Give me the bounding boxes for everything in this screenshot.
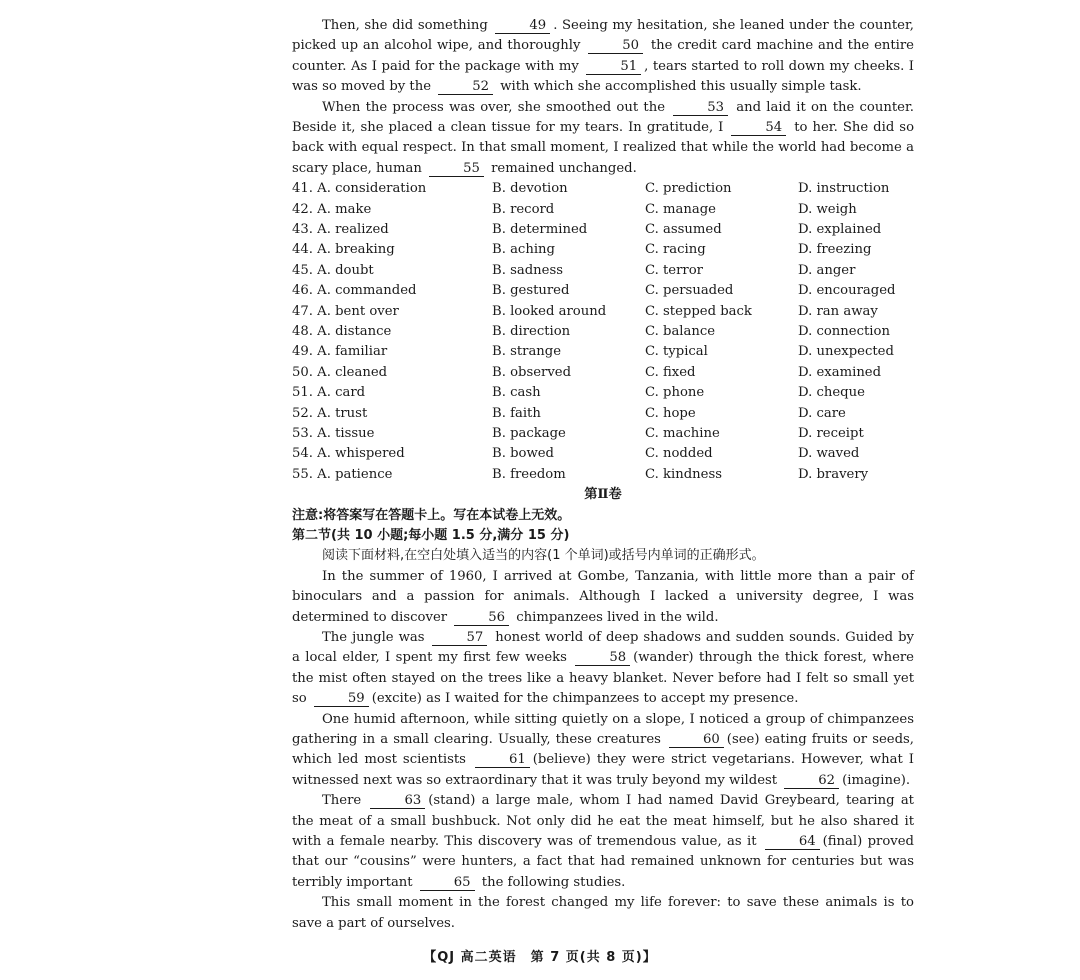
paragraph: [292, 710, 914, 792]
option-row: [292, 444, 914, 464]
question-number: 55.: [292, 466, 313, 482]
option-d: D. receipt: [798, 425, 864, 441]
option-a: [292, 240, 492, 260]
option-row: [292, 363, 914, 383]
option-row: [292, 383, 914, 403]
option-c: C. kindness: [645, 466, 722, 482]
paragraph-text: The jungle was: [322, 629, 430, 645]
option-a: [292, 465, 492, 485]
option-c: C. terror: [645, 262, 703, 278]
paragraph-text: Then, she did something: [322, 18, 493, 33]
option-a: [292, 200, 492, 220]
option-a: [292, 302, 492, 322]
option-d: D. connection: [798, 323, 890, 339]
paragraph: [292, 791, 914, 893]
option-a: [292, 281, 492, 301]
option-d: D. bravery: [798, 466, 869, 482]
paragraph-text: (believe) they were strict vegetarians. However, what I witnessed next was so extraordinary that it was truly beyond my wildest: [292, 752, 914, 788]
option-b: B. direction: [492, 323, 571, 339]
option-b: B. sadness: [492, 262, 563, 278]
volume-title: 第Ⅱ卷: [584, 487, 622, 503]
option-c: C. balance: [645, 323, 716, 339]
option-a: [292, 424, 492, 444]
option-c: C. assumed: [645, 222, 722, 238]
paragraph-text: (final) proved that our “cousins” were hunters, a fact that had remained unknown for centuries but was terribly important: [292, 834, 914, 890]
option-d: D. waved: [798, 446, 860, 462]
question-number: 46.: [292, 283, 313, 299]
answer-blank: 50: [588, 38, 643, 54]
answer-blank: 52: [438, 79, 493, 95]
option-a: [292, 179, 492, 199]
option-row: [292, 404, 914, 424]
question-number: 51.: [292, 385, 313, 401]
answer-blank: 54: [731, 120, 786, 136]
option-b: B. record: [492, 201, 555, 217]
paragraph-text: (stand) a large male, whom I had named David Greybeard, tearing at the meat of a small bushbuck. Not only did he eat the meat himself, but he also shared it with a female nearby. This discovery was of tremendous value, as it: [292, 793, 914, 849]
question-number: 47.: [292, 303, 313, 319]
paragraph-text: (wander) through the thick forest, where the mist often stayed on the trees like a heavy blanket. Never before had I felt so small yet so: [292, 650, 914, 707]
option-a-text: A. consideration: [312, 181, 427, 197]
option-a-text: A. trust: [312, 405, 368, 421]
paragraph: [292, 16, 914, 98]
option-d: D. anger: [798, 262, 856, 278]
question-number: 41.: [292, 181, 313, 197]
option-a-text: A. whispered: [312, 446, 405, 462]
paragraph-text: chimpanzees lived in the wild.: [512, 609, 719, 625]
option-a-text: A. realized: [312, 222, 389, 238]
answer-blank: 55: [429, 161, 484, 177]
option-b: B. strange: [492, 344, 562, 360]
option-d: D. examined: [798, 364, 882, 380]
option-row: [292, 281, 914, 301]
option-a-text: A. patience: [312, 466, 393, 482]
option-b: B. package: [492, 425, 566, 441]
option-a-text: A. tissue: [312, 425, 375, 441]
page-footer: 【QJ 高二英语 第 7 页(共 8 页)】: [423, 950, 657, 965]
option-a: [292, 261, 492, 281]
answer-blank: 60: [669, 732, 724, 748]
cloze-passage: [292, 16, 914, 179]
option-c: C. nodded: [645, 446, 713, 462]
paragraph-text: to her. She did so back with equal respect. In that small moment, I realized that while the world had become a scary place, human: [292, 120, 915, 176]
option-c: C. racing: [645, 242, 706, 258]
paragraph-text: This small moment in the forest changed my life forever: to save these animals is to save a part of ourselves.: [292, 895, 914, 931]
option-c: C. stepped back: [645, 303, 752, 319]
option-d: D. care: [798, 405, 846, 421]
paragraph-text: In the summer of 1960, I arrived at Gombe, Tanzania, with little more than a pair of binoculars and a passion for animals. Although I lacked a university degree, I was determined to discover: [292, 568, 914, 625]
paragraph-text: There: [322, 793, 368, 809]
option-a: [292, 363, 492, 383]
grammar-passage: [292, 567, 914, 934]
answer-blank: 49: [495, 18, 550, 34]
option-d: D. unexpected: [798, 344, 894, 360]
options-list: [292, 179, 914, 485]
option-c: C. typical: [645, 344, 708, 360]
question-number: 43.: [292, 222, 313, 238]
section-heading: 第二节(共 10 小题;每小题 1.5 分,满分 15 分): [292, 527, 570, 543]
option-b: B. devotion: [492, 181, 568, 197]
paragraph: [292, 567, 914, 628]
paragraph-text: (imagine).: [842, 772, 911, 788]
option-b: B. gestured: [492, 283, 570, 299]
question-number: 42.: [292, 201, 313, 217]
option-row: [292, 302, 914, 322]
answer-blank: 61: [475, 752, 530, 768]
option-c: C. fixed: [645, 364, 696, 380]
option-a-text: A. cleaned: [312, 364, 388, 380]
option-d: D. instruction: [798, 181, 890, 197]
option-row: [292, 342, 914, 362]
answer-blank: 59: [314, 691, 369, 707]
option-row: [292, 465, 914, 485]
option-d: D. encouraged: [798, 283, 896, 299]
option-a: [292, 342, 492, 362]
option-b: B. bowed: [492, 446, 554, 462]
option-row: [292, 200, 914, 220]
question-number: 44.: [292, 242, 313, 258]
option-row: [292, 424, 914, 444]
paragraph-text: the following studies.: [477, 874, 626, 890]
paragraph-text: One humid afternoon, while sitting quietly on a slope, I noticed a group of chimpanzees gathering in a small clearing. Usually, these creatures: [292, 711, 914, 747]
paragraph-text: . Seeing my hesitation, she leaned under the counter, picked up an alcohol wipe, and thoroughly: [292, 18, 914, 54]
question-number: 53.: [292, 425, 313, 441]
paragraph-text: When the process was over, she smoothed out the: [322, 99, 671, 115]
notice: 注意:将答案写在答题卡上。写在本试卷上无效。: [292, 507, 571, 523]
option-b: B. looked around: [492, 303, 607, 319]
option-a-text: A. commanded: [312, 283, 417, 299]
option-b: B. faith: [492, 405, 541, 421]
option-a-text: A. familiar: [312, 344, 388, 360]
option-a-text: A. breaking: [312, 242, 395, 258]
option-c: C. phone: [645, 385, 705, 401]
option-a: [292, 220, 492, 240]
option-d: D. freezing: [798, 242, 872, 258]
section-instruction: 阅读下面材料,在空白处填入适当的内容(1 个单词)或括号内单词的正确形式。: [322, 548, 765, 564]
option-c: C. hope: [645, 405, 696, 421]
paragraph-text: (excite) as I waited for the chimpanzees to accept my presence.: [371, 691, 799, 707]
paragraph-text: , tears started to roll down my cheeks. I was so moved by the: [292, 58, 915, 95]
option-c: C. machine: [645, 425, 720, 441]
question-number: 50.: [292, 364, 313, 380]
option-d: D. weigh: [798, 201, 857, 217]
answer-blank: 56: [454, 610, 509, 626]
paragraph-text: with which she accomplished this usually simple task.: [496, 79, 862, 95]
paragraph-text: remained unchanged.: [486, 160, 637, 176]
option-row: [292, 220, 914, 240]
paragraph-text: honest world of deep shadows and sudden sounds. Guided by a local elder, I spent my first few weeks: [292, 629, 914, 666]
paragraph: [292, 98, 914, 180]
answer-blank: 53: [673, 100, 728, 116]
option-c: C. prediction: [645, 181, 732, 197]
option-a: [292, 404, 492, 424]
paragraph-text: (see) eating fruits or seeds, which led most scientists: [292, 731, 914, 768]
option-b: B. cash: [492, 385, 541, 401]
option-b: B. determined: [492, 222, 588, 238]
option-d: D. cheque: [798, 385, 865, 401]
option-row: [292, 261, 914, 281]
answer-blank: 51: [586, 59, 641, 75]
option-c: C. persuaded: [645, 283, 734, 299]
option-a-text: A. card: [312, 385, 366, 401]
option-c: C. manage: [645, 201, 716, 217]
answer-blank: 65: [420, 875, 475, 891]
question-number: 52.: [292, 405, 313, 421]
question-number: 54.: [292, 446, 313, 462]
paragraph: [292, 893, 914, 934]
option-row: [292, 322, 914, 342]
option-a: [292, 444, 492, 464]
question-number: 48.: [292, 323, 313, 339]
option-d: D. ran away: [798, 303, 878, 319]
option-b: B. aching: [492, 242, 555, 258]
option-a: [292, 322, 492, 342]
answer-blank: 64: [765, 834, 820, 850]
exam-page: [292, 16, 914, 934]
answer-blank: 58: [575, 650, 630, 666]
option-d: D. explained: [798, 222, 882, 238]
option-a-text: A. make: [312, 201, 372, 217]
paragraph-text: and laid it on the counter. Beside it, she placed a clean tissue for my tears. In gratitude, I: [292, 99, 915, 136]
answer-blank: 62: [784, 773, 839, 789]
option-b: B. observed: [492, 364, 572, 380]
option-row: [292, 240, 914, 260]
option-a-text: A. doubt: [312, 262, 374, 278]
option-b: B. freedom: [492, 466, 566, 482]
paragraph: [292, 628, 914, 710]
question-number: 49.: [292, 344, 313, 360]
option-a: [292, 383, 492, 403]
answer-blank: 63: [370, 793, 425, 809]
answer-blank: 57: [432, 630, 487, 646]
option-row: [292, 179, 914, 199]
option-a-text: A. distance: [312, 323, 392, 339]
question-number: 45.: [292, 262, 313, 278]
option-a-text: A. bent over: [312, 303, 399, 319]
paragraph-text: the credit card machine and the entire counter. As I paid for the package with my: [292, 38, 914, 74]
